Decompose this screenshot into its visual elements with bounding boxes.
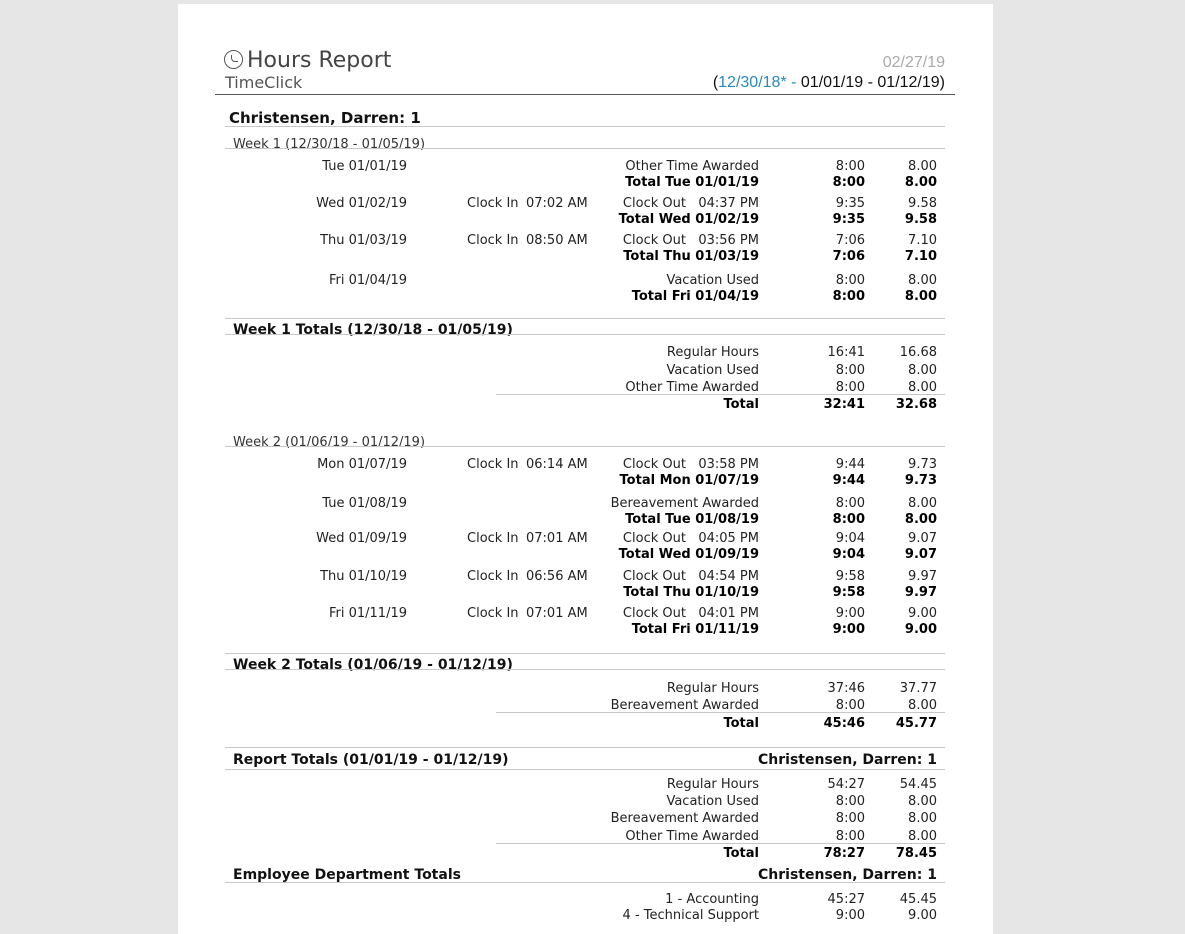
dept-total-row-decimal: 9.00 xyxy=(908,908,937,923)
report-total-row-label: Vacation Used xyxy=(666,794,759,809)
week-total-row-decimal: 8.00 xyxy=(908,698,937,713)
day-total-label: Total Thu 01/10/19 xyxy=(623,585,759,600)
week-grand-total-hours: 45:46 xyxy=(823,716,865,731)
timeclick-logo-icon xyxy=(224,50,243,69)
day-total-label: Total Tue 01/08/19 xyxy=(625,512,759,527)
day-total-label: Total Fri 01/11/19 xyxy=(631,622,759,637)
week-total-row-decimal: 8.00 xyxy=(908,380,937,395)
day-decimal: 7.10 xyxy=(908,233,937,248)
clock-in-time: 08:50 AM xyxy=(526,233,588,248)
divider xyxy=(225,653,945,654)
day-total-label: Total Mon 01/07/19 xyxy=(619,473,759,488)
clock-in-label: Clock In xyxy=(467,196,519,211)
clock-in-time: 07:02 AM xyxy=(526,196,588,211)
divider xyxy=(225,769,945,770)
day-entry: Clock Out 04:05 PM xyxy=(622,531,759,546)
clock-in-time: 06:56 AM xyxy=(526,569,588,584)
day-decimal: 9.97 xyxy=(908,569,937,584)
dept-total-row-label: 4 - Technical Support xyxy=(622,908,759,923)
day-hours: 8:00 xyxy=(835,159,865,174)
week-total-row-label: Regular Hours xyxy=(666,345,759,360)
report-total-row-decimal: 8.00 xyxy=(908,794,937,809)
day-hours: 9:58 xyxy=(835,569,865,584)
day-hours: 8:00 xyxy=(835,496,865,511)
week-total-row-hours: 37:46 xyxy=(827,681,865,696)
day-hours: 9:04 xyxy=(835,531,865,546)
dept-totals-header: Employee Department Totals xyxy=(233,867,461,883)
report-total-row-hours: 8:00 xyxy=(835,829,865,844)
day-total-decimal: 9.07 xyxy=(904,547,937,562)
clock-in-label: Clock In xyxy=(467,233,519,248)
report-title-text: Hours Report xyxy=(247,48,392,73)
week-total-row-decimal: 16.68 xyxy=(899,345,937,360)
day-decimal: 8.00 xyxy=(908,273,937,288)
report-total-row-label: Regular Hours xyxy=(666,777,759,792)
report-total-row-hours: 8:00 xyxy=(835,811,865,826)
week-total-row-label: Vacation Used xyxy=(666,363,759,378)
app-name: TimeClick xyxy=(225,73,303,92)
day-date: Thu 01/10/19 xyxy=(320,569,407,584)
day-date: Wed 01/02/19 xyxy=(316,196,407,211)
day-date: Fri 01/04/19 xyxy=(328,273,407,288)
clock-in-label: Clock In xyxy=(467,531,519,546)
clock-in-label: Clock In xyxy=(467,569,519,584)
divider xyxy=(225,318,945,319)
divider xyxy=(225,148,945,149)
report-total-row-decimal: 8.00 xyxy=(908,811,937,826)
day-total-label: Total Thu 01/03/19 xyxy=(623,249,759,264)
week-grand-total-hours: 32:41 xyxy=(823,397,865,412)
report-total-row-decimal: 54.45 xyxy=(899,777,937,792)
day-date: Thu 01/03/19 xyxy=(320,233,407,248)
week-grand-total-label: Total xyxy=(723,716,759,731)
day-total-hours: 9:00 xyxy=(832,622,865,637)
week-total-row-decimal: 8.00 xyxy=(908,363,937,378)
day-decimal: 9.73 xyxy=(908,457,937,472)
week-total-row-hours: 8:00 xyxy=(835,363,865,378)
dept-total-row-hours: 9:00 xyxy=(835,908,865,923)
week-header: Week 2 (01/06/19 - 01/12/19) xyxy=(233,435,426,450)
week-total-row-decimal: 37.77 xyxy=(899,681,937,696)
range-open-paren: ( xyxy=(712,74,719,91)
day-total-label: Total Fri 01/04/19 xyxy=(631,289,759,304)
day-hours: 9:44 xyxy=(835,457,865,472)
clock-in-label: Clock In xyxy=(467,606,519,621)
week-grand-total-label: Total xyxy=(723,397,759,412)
total-divider xyxy=(496,712,945,713)
day-date: Mon 01/07/19 xyxy=(317,457,407,472)
divider xyxy=(225,334,945,335)
range-main: 01/01/19 - 01/12/19) xyxy=(800,74,945,91)
report-total-row-hours: 54:27 xyxy=(827,777,865,792)
day-total-decimal: 9.58 xyxy=(904,212,937,227)
day-total-hours: 9:44 xyxy=(832,473,865,488)
divider xyxy=(225,669,945,670)
report-page xyxy=(178,4,993,934)
report-total-row-label: Bereavement Awarded xyxy=(610,811,759,826)
day-decimal: 8.00 xyxy=(908,159,937,174)
day-decimal: 9.07 xyxy=(908,531,937,546)
day-decimal: 9.00 xyxy=(908,606,937,621)
week-total-row-label: Bereavement Awarded xyxy=(610,698,759,713)
report-total-row-label: Other Time Awarded xyxy=(625,829,759,844)
day-total-decimal: 9.73 xyxy=(904,473,937,488)
day-entry: Clock Out 04:37 PM xyxy=(622,196,759,211)
day-total-hours: 9:35 xyxy=(832,212,865,227)
clock-in-time: 06:14 AM xyxy=(526,457,588,472)
report-title xyxy=(224,48,391,73)
range-start-accent: 12/30/18* - xyxy=(718,74,801,91)
day-date: Tue 01/01/19 xyxy=(322,159,407,174)
day-total-label: Total Tue 01/01/19 xyxy=(625,175,759,190)
day-total-hours: 8:00 xyxy=(832,289,865,304)
day-entry: Clock Out 04:54 PM xyxy=(622,569,759,584)
report-totals-employee: Christensen, Darren: 1 xyxy=(758,752,937,768)
day-total-decimal: 9.00 xyxy=(904,622,937,637)
day-total-decimal: 8.00 xyxy=(904,512,937,527)
week-header: Week 1 (12/30/18 - 01/05/19) xyxy=(233,137,426,152)
week-total-row-hours: 16:41 xyxy=(827,345,865,360)
day-decimal: 8.00 xyxy=(908,496,937,511)
week-total-row-label: Regular Hours xyxy=(666,681,759,696)
week-total-row-hours: 8:00 xyxy=(835,380,865,395)
day-total-hours: 8:00 xyxy=(832,175,865,190)
report-grand-total-decimal: 78.45 xyxy=(895,846,937,861)
day-total-hours: 7:06 xyxy=(832,249,865,264)
day-entry: Other Time Awarded xyxy=(625,159,759,174)
divider xyxy=(225,446,945,447)
day-entry: Vacation Used xyxy=(666,273,759,288)
week-totals-header: Week 2 Totals (01/06/19 - 01/12/19) xyxy=(233,657,513,673)
day-total-hours: 9:58 xyxy=(832,585,865,600)
day-total-decimal: 8.00 xyxy=(904,175,937,190)
report-total-row-hours: 8:00 xyxy=(835,794,865,809)
report-totals-header: Report Totals (01/01/19 - 01/12/19) xyxy=(233,752,509,768)
day-hours: 8:00 xyxy=(835,273,865,288)
day-entry: Clock Out 03:58 PM xyxy=(622,457,759,472)
day-entry: Clock Out 04:01 PM xyxy=(622,606,759,621)
total-divider xyxy=(496,394,945,395)
week-total-row-label: Other Time Awarded xyxy=(625,380,759,395)
date-range xyxy=(713,74,945,92)
day-hours: 9:00 xyxy=(835,606,865,621)
report-grand-total-hours: 78:27 xyxy=(823,846,865,861)
week-grand-total-decimal: 45.77 xyxy=(895,716,937,731)
day-date: Tue 01/08/19 xyxy=(322,496,407,511)
week-totals-header: Week 1 Totals (12/30/18 - 01/05/19) xyxy=(233,322,513,338)
day-total-label: Total Wed 01/02/19 xyxy=(618,212,759,227)
dept-totals-employee: Christensen, Darren: 1 xyxy=(758,867,937,883)
day-total-decimal: 8.00 xyxy=(904,289,937,304)
report-grand-total-label: Total xyxy=(723,846,759,861)
header-divider xyxy=(215,94,955,95)
day-hours: 7:06 xyxy=(835,233,865,248)
total-divider xyxy=(496,843,945,844)
day-total-hours: 8:00 xyxy=(832,512,865,527)
divider xyxy=(225,126,945,127)
clock-in-time: 07:01 AM xyxy=(526,531,588,546)
divider xyxy=(225,747,945,748)
week-grand-total-decimal: 32.68 xyxy=(895,397,937,412)
day-date: Wed 01/09/19 xyxy=(316,531,407,546)
day-total-label: Total Wed 01/09/19 xyxy=(618,547,759,562)
dept-total-row-decimal: 45.45 xyxy=(899,892,937,907)
dept-total-row-label: 1 - Accounting xyxy=(665,892,759,907)
print-date: 02/27/19 xyxy=(882,54,945,71)
day-entry: Clock Out 03:56 PM xyxy=(622,233,759,248)
divider xyxy=(225,882,945,883)
day-total-decimal: 9.97 xyxy=(904,585,937,600)
day-total-decimal: 7.10 xyxy=(904,249,937,264)
employee-name: Christensen, Darren: 1 xyxy=(229,109,421,127)
clock-in-label: Clock In xyxy=(467,457,519,472)
clock-in-time: 07:01 AM xyxy=(526,606,588,621)
day-decimal: 9.58 xyxy=(908,196,937,211)
report-total-row-decimal: 8.00 xyxy=(908,829,937,844)
day-total-hours: 9:04 xyxy=(832,547,865,562)
day-entry: Bereavement Awarded xyxy=(610,496,759,511)
day-date: Fri 01/11/19 xyxy=(328,606,407,621)
dept-total-row-hours: 45:27 xyxy=(827,892,865,907)
week-total-row-hours: 8:00 xyxy=(835,698,865,713)
day-hours: 9:35 xyxy=(835,196,865,211)
